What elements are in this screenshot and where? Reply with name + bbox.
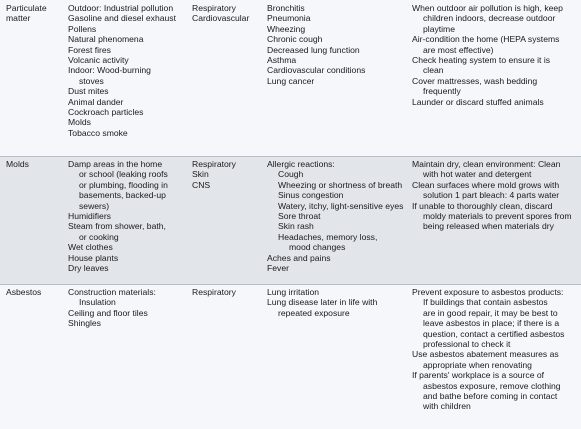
prevention-line: Clean surfaces where mold grows with (412, 179, 560, 190)
sources-line: or plumbing, flooding in (79, 179, 168, 190)
prevention-cell (412, 3, 580, 107)
effects-cell (267, 287, 407, 318)
prevention-line: being released when materials dry (423, 221, 554, 232)
systems-line: CNS (192, 179, 211, 190)
sources-line: Animal dander (68, 96, 124, 107)
sources-line: basements, backed-up (79, 190, 166, 201)
effects-cell (267, 3, 407, 86)
prevention-line: If parents' workplace is a source of (412, 370, 545, 381)
prevention-line: frequently (423, 86, 461, 97)
prevention-line: Launder or discard stuffed animals (412, 96, 544, 107)
effects-line: Wheezing (267, 23, 306, 34)
systems-line: Cardiovascular (192, 13, 250, 24)
sources-line: Humidifiers (68, 211, 111, 222)
prevention-line: Maintain dry, clean environment: Clean (412, 159, 561, 169)
effects-line: Asthma (267, 55, 297, 66)
prevention-line: When outdoor air pollution is high, keep (412, 3, 563, 13)
substance-cell (6, 287, 64, 297)
systems-line: Respiratory (192, 159, 236, 169)
effects-line: Lung disease later in life with (267, 297, 378, 308)
prevention-line: are in good repair, it may be best to (423, 307, 558, 318)
effects-line: Sinus congestion (278, 190, 344, 201)
substance-line: Asbestos (6, 287, 42, 297)
sources-line: Insulation (79, 297, 116, 308)
sources-line: Dust mites (68, 86, 109, 97)
effects-line: repeated exposure (278, 307, 350, 318)
prevention-line: professional to check it (423, 339, 511, 350)
effects-line: Cardiovascular conditions (267, 65, 366, 76)
sources-line: Ceiling and floor tiles (68, 307, 148, 318)
systems-cell (192, 159, 262, 190)
effects-line: Lung irritation (267, 287, 320, 297)
sources-line: Damp areas in the home (68, 159, 163, 169)
systems-line: Respiratory (192, 3, 236, 13)
prevention-cell (412, 159, 580, 232)
prevention-line: with children (423, 401, 471, 412)
sources-line: Pollens (68, 23, 97, 34)
substance-cell (6, 159, 64, 169)
prevention-line: Prevent exposure to asbestos products: (412, 287, 564, 297)
effects-line: Watery, itchy, light-sensitive eyes (278, 200, 404, 211)
substance-line: matter (6, 13, 31, 24)
effects-line: Aches and pains (267, 252, 331, 263)
prevention-line: appropriate when renovating (423, 359, 532, 370)
sources-line: Volcanic activity (68, 55, 129, 66)
sources-line: Outdoor: Industrial pollution (68, 3, 174, 13)
sources-line: Natural phenomena (68, 34, 144, 45)
systems-cell (192, 3, 262, 24)
table-row-asbestos (0, 284, 581, 429)
substance-line: Particulate (6, 3, 47, 13)
sources-cell (68, 159, 180, 273)
substance-line: Molds (6, 159, 29, 169)
prevention-line: Air-condition the home (HEPA systems (412, 34, 560, 45)
sources-line: sewers) (79, 200, 110, 211)
sources-cell (68, 3, 180, 138)
effects-line: Allergic reactions: (267, 159, 335, 169)
sources-line: Steam from shower, bath, (68, 221, 166, 232)
prevention-line: Check heating system to ensure it is (412, 55, 551, 66)
prevention-line: moldy materials to prevent spores from (423, 211, 572, 222)
effects-line: Cough (278, 169, 304, 180)
prevention-line: If unable to thoroughly clean, discard (412, 200, 553, 211)
prevention-line: playtime (423, 23, 455, 34)
sources-line: Cockroach particles (68, 107, 144, 118)
prevention-line: clean (423, 65, 444, 76)
systems-line: Skin (192, 169, 209, 180)
sources-cell (68, 287, 180, 329)
effects-line: Fever (267, 263, 289, 274)
systems-line: Respiratory (192, 287, 236, 297)
effects-line: Chronic cough (267, 34, 323, 45)
table-row-particulate-matter (0, 0, 581, 156)
sources-line: Dry leaves (68, 263, 109, 274)
sources-line: or cooking (79, 231, 119, 242)
prevention-line: Cover mattresses, wash bedding (412, 75, 538, 86)
prevention-line: question, contact a certified asbestos (423, 328, 565, 339)
effects-line: Bronchitis (267, 3, 305, 13)
effects-line: Pneumonia (267, 13, 311, 24)
sources-line: Shingles (68, 318, 101, 329)
sources-line: Tobacco smoke (68, 127, 128, 138)
sources-line: stoves (79, 75, 104, 86)
sources-line: Forest fires (68, 44, 111, 55)
prevention-line: leave asbestos in place; if there is a (423, 318, 560, 329)
effects-line: mood changes (289, 242, 346, 253)
prevention-line: solution 1 part bleach: 4 parts water (423, 190, 560, 201)
prevention-line: with hot water and detergent (423, 169, 532, 180)
effects-line: Decreased lung function (267, 44, 360, 55)
sources-line: or school (leaking roofs (79, 169, 168, 180)
substance-cell (6, 3, 64, 24)
prevention-line: If buildings that contain asbestos (423, 297, 548, 308)
sources-line: Gasoline and diesel exhaust (68, 13, 176, 24)
effects-line: Headaches, memory loss, (278, 231, 378, 242)
sources-line: House plants (68, 252, 119, 263)
prevention-line: Use asbestos abatement measures as (412, 349, 559, 360)
prevention-line: asbestos exposure, remove clothing (423, 380, 561, 391)
systems-cell (192, 287, 262, 297)
prevention-cell (412, 287, 580, 412)
prevention-line: children indoors, decrease outdoor (423, 13, 556, 24)
sources-line: Molds (68, 117, 91, 128)
effects-line: Wheezing or shortness of breath (278, 179, 403, 190)
prevention-line: and bathe before coming in contact (423, 391, 558, 402)
table-row-molds (0, 156, 581, 284)
sources-line: Indoor: Wood-burning (68, 65, 151, 76)
effects-line: Lung cancer (267, 75, 315, 86)
prevention-line: are most effective) (423, 44, 494, 55)
effects-line: Sore throat (278, 211, 321, 222)
effects-line: Skin rash (278, 221, 314, 232)
sources-line: Wet clothes (68, 242, 113, 253)
sources-line: Construction materials: (68, 287, 156, 297)
effects-cell (267, 159, 407, 273)
